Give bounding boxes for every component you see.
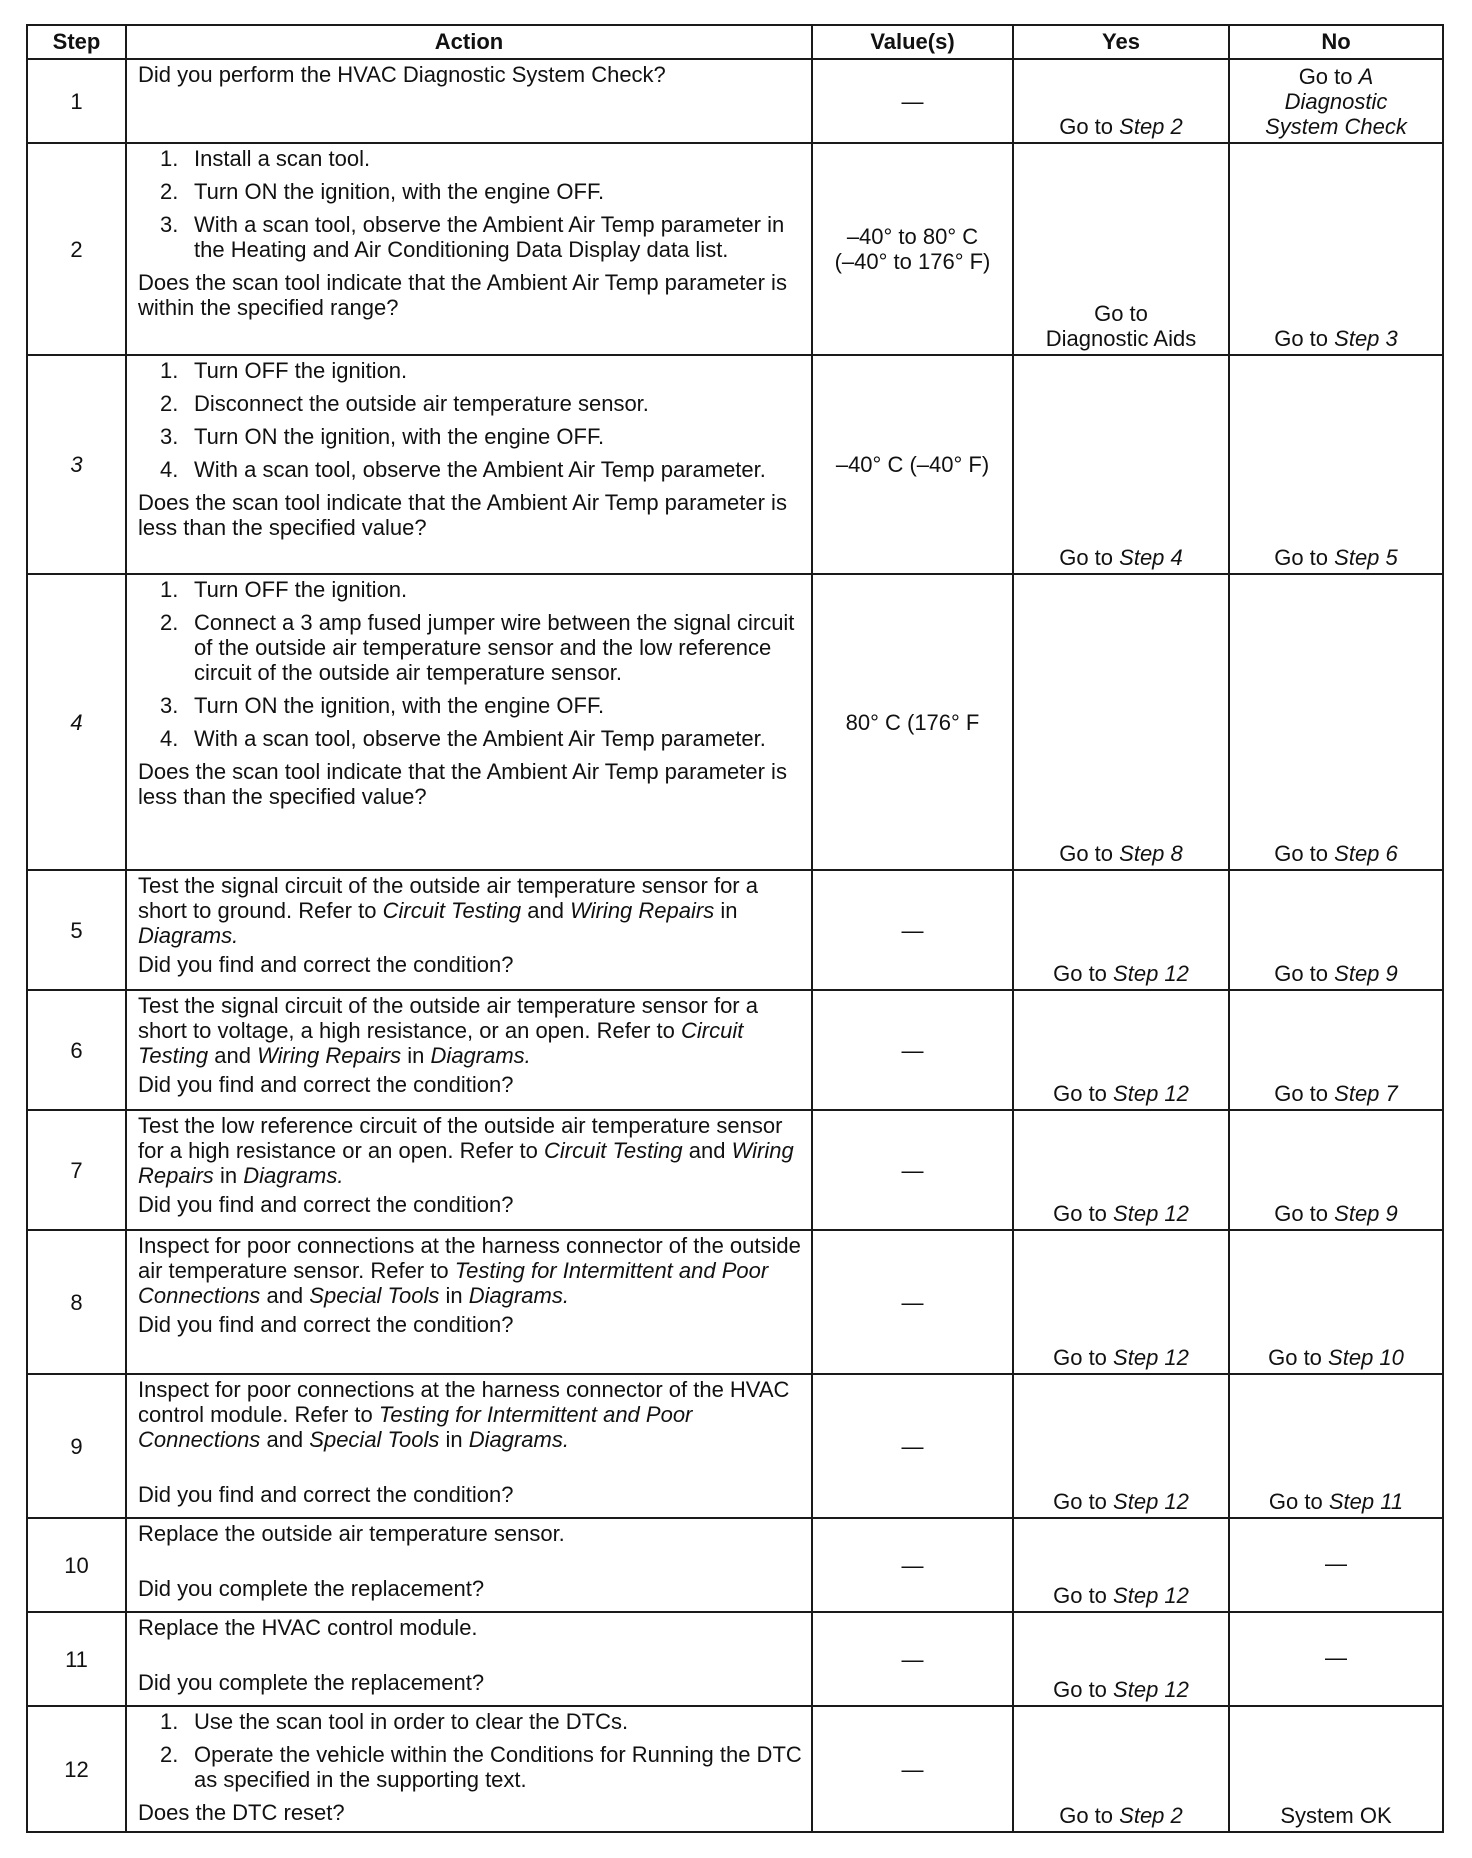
no-cell: [1229, 990, 1443, 1110]
action-cell: [126, 1612, 812, 1706]
list-item: 2. Connect a 3 amp fused jumper wire between the signal circuit of the outside air temperature sensor and the low reference circuit of the outside air temperature sensor.: [160, 610, 795, 685]
step-number: 7: [27, 1110, 126, 1230]
step-number: 1: [27, 59, 126, 143]
action-cell: [126, 355, 812, 574]
action-cell: [126, 143, 812, 355]
no-cell: —: [1229, 1518, 1443, 1612]
step-link[interactable]: Step 2: [1119, 114, 1183, 139]
no-cell: [1229, 1230, 1443, 1374]
step-link[interactable]: Step 11: [1328, 1489, 1404, 1514]
table-row: [27, 990, 1443, 1110]
value-cell: —: [812, 1706, 1013, 1832]
step-number: 12: [27, 1706, 126, 1832]
yes-cell: [1013, 143, 1229, 355]
goto-text: Go to: [1053, 1345, 1107, 1370]
action-text: Replace the outside air temperature sensor.: [138, 1521, 565, 1546]
goto-text: Go to: [1059, 114, 1114, 139]
step-link[interactable]: Diagnostic Aids: [1045, 326, 1197, 351]
list-item: 2. Disconnect the outside air temperature sensor.: [160, 391, 649, 416]
no-cell: [1229, 355, 1443, 574]
table-row: [27, 574, 1443, 870]
yes-cell: [1013, 1374, 1229, 1518]
value-line: (–40° to 176° F): [834, 249, 991, 274]
action-text: Test the low reference circuit of the outside air temperature sensor for a high resistance or an open. Refer to Circuit Testing and Wiring Repairs in Diagrams.: [138, 1113, 794, 1188]
action-text: Inspect for poor connections at the harness connector of the HVAC control module. Refer to Testing for Intermittent and Poor Connections and Special Tools in Diagrams.: [138, 1377, 790, 1452]
goto-text: Go to: [1268, 1345, 1322, 1370]
step-number: 6: [27, 990, 126, 1110]
value-cell: —: [812, 990, 1013, 1110]
goto-text: Go to: [1298, 64, 1353, 89]
value-cell: —: [812, 1110, 1013, 1230]
step-link[interactable]: Step 12: [1113, 1583, 1189, 1608]
header-no: No: [1229, 25, 1443, 59]
step-link[interactable]: Step 12: [1113, 1201, 1189, 1226]
action-text: Test the signal circuit of the outside air temperature sensor for a short to ground. Refer to Circuit Testing and Wiring Repairs in Diagrams.: [138, 873, 758, 948]
goto-text: Go to: [1053, 1583, 1107, 1608]
no-cell: [1229, 59, 1443, 143]
step-link[interactable]: Step 10: [1328, 1345, 1404, 1370]
goto-text: Go to: [1268, 1489, 1323, 1514]
goto-text: Go to: [1274, 545, 1329, 570]
yes-cell: [1013, 990, 1229, 1110]
no-cell: [1229, 143, 1443, 355]
table-row: [27, 1706, 1443, 1832]
yes-cell: [1013, 355, 1229, 574]
action-text: Replace the HVAC control module.: [138, 1615, 478, 1640]
value-cell: —: [812, 870, 1013, 990]
value-cell: —: [812, 1230, 1013, 1374]
goto-text: Go to: [1274, 1201, 1329, 1226]
step-link[interactable]: Step 9: [1334, 1201, 1398, 1226]
header-values: Value(s): [812, 25, 1013, 59]
action-question: Did you complete the replacement?: [138, 1670, 485, 1695]
list-item: 2. Turn ON the ignition, with the engine OFF.: [160, 179, 605, 204]
action-question: Did you find and correct the condition?: [138, 1072, 514, 1097]
action-cell: [126, 574, 812, 870]
action-question: Does the scan tool indicate that the Ambient Air Temp parameter is within the specified range?: [138, 270, 787, 320]
action-question: Did you find and correct the condition?: [138, 1192, 514, 1217]
value-line: –40° to 80° C: [846, 224, 979, 249]
step-number: 11: [27, 1612, 126, 1706]
goto-text: Go to: [1053, 1081, 1107, 1106]
table-row: [27, 1110, 1443, 1230]
step-link[interactable]: Step 7: [1334, 1081, 1398, 1106]
value-cell: –40° C (–40° F): [812, 355, 1013, 574]
value-cell: —: [812, 1374, 1013, 1518]
goto-text: Go to: [1059, 545, 1114, 570]
step-link[interactable]: Step 12: [1113, 961, 1189, 986]
list-item: 3. Turn ON the ignition, with the engine OFF.: [160, 693, 605, 718]
no-link-diagnostic[interactable]: Diagnostic: [1284, 89, 1388, 114]
action-cell: [126, 1518, 812, 1612]
list-item: 3. Turn ON the ignition, with the engine OFF.: [160, 424, 605, 449]
step-link[interactable]: Step 5: [1334, 545, 1398, 570]
step-link[interactable]: Step 12: [1113, 1081, 1189, 1106]
action-cell: [126, 1706, 812, 1832]
table-row: [27, 870, 1443, 990]
table-row: [27, 1230, 1443, 1374]
header-step: Step: [27, 25, 126, 59]
step-link[interactable]: Step 3: [1334, 326, 1398, 351]
no-cell: [1229, 574, 1443, 870]
goto-text: Go to: [1274, 841, 1329, 866]
table-header-row: [27, 25, 1443, 59]
goto-text: Go to: [1053, 1201, 1107, 1226]
action-text: Test the signal circuit of the outside air temperature sensor for a short to voltage, a high resistance, or an open. Refer to Circuit Testing and Wiring Repairs in Diagrams.: [138, 993, 758, 1068]
step-link[interactable]: Step 2: [1119, 1803, 1183, 1828]
step-number: 5: [27, 870, 126, 990]
step-link[interactable]: Step 6: [1334, 841, 1398, 866]
action-question: Did you find and correct the condition?: [138, 1482, 514, 1507]
step-number: 4: [27, 574, 126, 870]
action-question: Did you complete the replacement?: [138, 1576, 485, 1601]
action-cell: [126, 1230, 812, 1374]
goto-text: Go to: [1094, 301, 1148, 326]
step-link[interactable]: Step 9: [1334, 961, 1398, 986]
yes-cell: [1013, 574, 1229, 870]
step-link[interactable]: Step 12: [1113, 1345, 1189, 1370]
table-row: [27, 59, 1443, 143]
step-link[interactable]: Step 12: [1113, 1489, 1189, 1514]
action-cell: [126, 1374, 812, 1518]
goto-text: Go to: [1053, 961, 1107, 986]
action-question: Did you find and correct the condition?: [138, 1312, 514, 1337]
goto-text: Go to: [1053, 1677, 1107, 1702]
value-cell: —: [812, 1518, 1013, 1612]
step-number: 8: [27, 1230, 126, 1374]
action-cell: [126, 870, 812, 990]
goto-text: Go to: [1059, 1803, 1114, 1828]
step-link[interactable]: Step 12: [1113, 1677, 1189, 1702]
step-number: 3: [27, 355, 126, 574]
action-question: Does the scan tool indicate that the Ambient Air Temp parameter is less than the specified value?: [138, 490, 787, 540]
diagnostic-table-page: [26, 24, 1442, 1833]
list-item: 1. Use the scan tool in order to clear the DTCs.: [160, 1709, 629, 1734]
step-number: 10: [27, 1518, 126, 1612]
action-question: Does the scan tool indicate that the Ambient Air Temp parameter is less than the specified value?: [138, 759, 787, 809]
yes-cell: [1013, 870, 1229, 990]
action-question: Does the DTC reset?: [138, 1800, 345, 1825]
goto-text: Go to: [1274, 326, 1329, 351]
header-action: Action: [126, 25, 812, 59]
action-question: Did you find and correct the condition?: [138, 952, 514, 977]
value-cell: —: [812, 1612, 1013, 1706]
action-cell: [126, 1110, 812, 1230]
goto-text: Go to: [1274, 961, 1329, 986]
value-cell: 80° C (176° F: [812, 574, 1013, 870]
table-row: [27, 1374, 1443, 1518]
action-text: Inspect for poor connections at the harness connector of the outside air temperature sensor. Refer to Testing for Intermittent and Poor Connections and Special Tools in Diagrams.: [138, 1233, 801, 1308]
no-cell: [1229, 1110, 1443, 1230]
no-link-system-check[interactable]: System Check: [1265, 114, 1407, 139]
value-cell: [812, 143, 1013, 355]
action-cell: [126, 59, 812, 143]
no-link-a[interactable]: A: [1358, 64, 1374, 89]
yes-cell: [1013, 1518, 1229, 1612]
yes-cell: [1013, 1230, 1229, 1374]
yes-cell: [1013, 59, 1229, 143]
list-item: 4. With a scan tool, observe the Ambient Air Temp parameter.: [160, 726, 766, 751]
step-number: 9: [27, 1374, 126, 1518]
list-item: 4. With a scan tool, observe the Ambient Air Temp parameter.: [160, 457, 766, 482]
list-item: 2. Operate the vehicle within the Conditions for Running the DTC as specified in the supporting text.: [160, 1742, 802, 1792]
table-row: [27, 143, 1443, 355]
table-row: [27, 1612, 1443, 1706]
no-cell: [1229, 870, 1443, 990]
diagnostic-table: [26, 24, 1444, 1833]
step-link[interactable]: Step 4: [1119, 545, 1183, 570]
step-link[interactable]: Step 8: [1119, 841, 1183, 866]
value-cell: —: [812, 59, 1013, 143]
header-yes: Yes: [1013, 25, 1229, 59]
action-question: Did you perform the HVAC Diagnostic System Check?: [138, 62, 666, 87]
no-cell: System OK: [1229, 1706, 1443, 1832]
goto-text: Go to: [1059, 841, 1114, 866]
goto-text: Go to: [1053, 1489, 1107, 1514]
table-row: [27, 355, 1443, 574]
yes-cell: [1013, 1110, 1229, 1230]
list-item: 1. Turn OFF the ignition.: [160, 577, 408, 602]
yes-cell: [1013, 1706, 1229, 1832]
step-number: 2: [27, 143, 126, 355]
list-item: 1. Install a scan tool.: [160, 146, 371, 171]
no-cell: [1229, 1374, 1443, 1518]
no-cell: —: [1229, 1612, 1443, 1706]
yes-cell: [1013, 1612, 1229, 1706]
list-item: 3. With a scan tool, observe the Ambient Air Temp parameter in the Heating and Air Conditioning Data Display data list.: [160, 212, 785, 262]
goto-text: Go to: [1274, 1081, 1329, 1106]
action-cell: [126, 990, 812, 1110]
list-item: 1. Turn OFF the ignition.: [160, 358, 408, 383]
table-row: [27, 1518, 1443, 1612]
